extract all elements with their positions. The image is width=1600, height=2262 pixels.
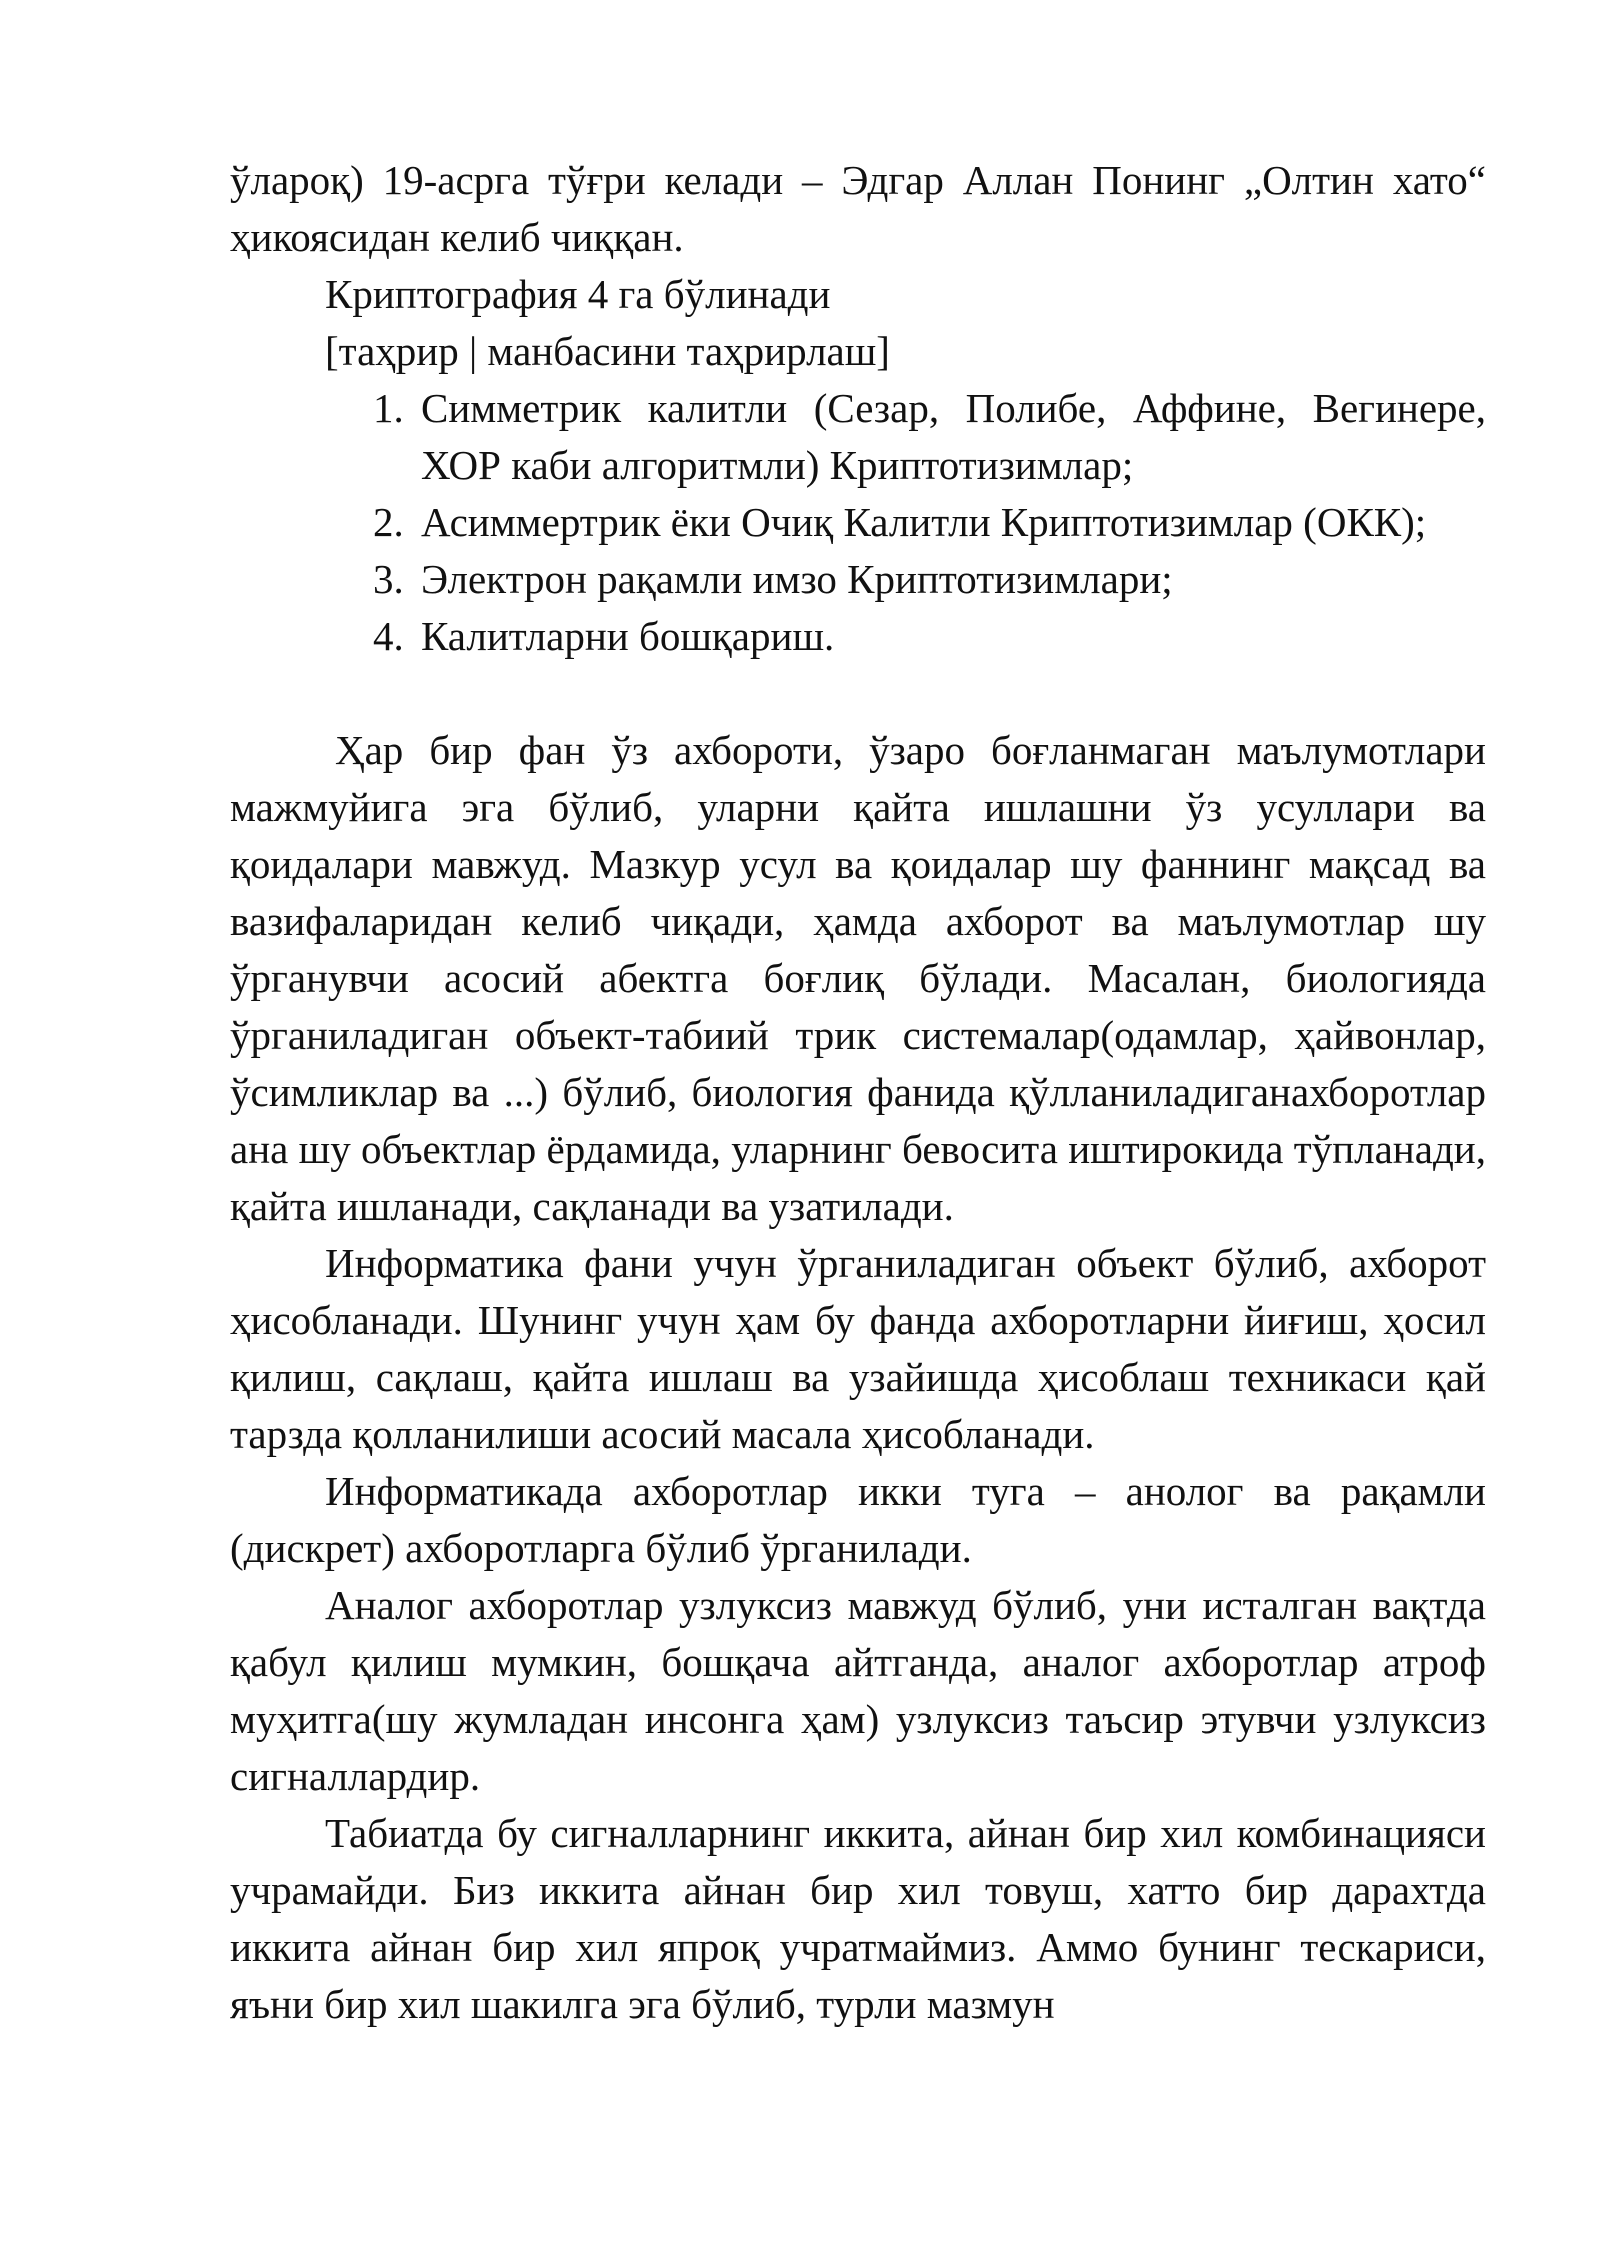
body-paragraph: Аналог ахборотлар узлуксиз мавжуд бўлиб, уни исталган вақтда қабул қилиш мумкин, бошқача айтганда, аналог ахборотлар атроф муҳитга(шу жумладан инсонга ҳам) узлуксиз таъсир этувчи узлуксиз сигналлардир. (230, 1582, 1486, 1799)
blank-line (230, 665, 1486, 722)
list-item-text: Калитларни бошқариш. (421, 613, 835, 659)
list-item-number: 2. (373, 499, 404, 545)
intro-paragraph: ўлароқ) 19-асрга тўғри келади – Эдгар Аллан Понинг „Олтин хато“ ҳикоясидан келиб чиққан. (230, 157, 1486, 260)
body-paragraph: Ҳар бир фан ўз ахбороти, ўзаро боғланмаган маълумотлари мажмуйига эга бўлиб, уларни қайта ишлашни ўз усуллари ва қоидалари мавжуд. Мазкур усул ва қоидалар шу фаннинг мақсад ва вазифаларидан келиб чиқади, ҳамда ахборот ва маълумотлар шу ўрганувчи асосий абектга боғлиқ бўлади. Масалан, биологияда ўрганиладиган объект-табиий трик системалар(одамлар, ҳайвонлар, ўсимликлар ва ...) бўлиб, биология фанида қўлланиладиганахборотлар ана шу объектлар ёрдамида, уларнинг бевосита иштирокида тўпланади, қайта ишланади, сақланади ва узатилади. (230, 727, 1486, 1229)
list-item-text: Электрон рақамли имзо Криптотизимлари; (421, 556, 1173, 602)
list-item (230, 551, 1486, 608)
crypto-heading: Криптография 4 га бўлинади (325, 271, 831, 317)
list-item (230, 608, 1486, 665)
body-paragraph: Информатика фани учун ўрганиладиган объект бўлиб, ахборот ҳисобланади. Шунинг учун ҳам бу фанда ахборотларни йиғиш, ҳосил қилиш, сақлаш, қайта ишлаш ва узайишда ҳисоблаш техникаси қай тарзда қолланилиши асосий масала ҳисобланади. (230, 1240, 1486, 1457)
edit-links[interactable]: [таҳрир | манбасини таҳрирлаш] (325, 328, 890, 374)
list-item-number: 1. (373, 385, 404, 431)
body-paragraph: Информатикада ахборотлар икки туга – анолог ва рақамли (дискрет) ахборотларга бўлиб ўрганилади. (230, 1468, 1486, 1571)
list-item-number: 3. (373, 556, 404, 602)
list-item-text: Асиммертрик ёки Очиқ Калитли Криптотизимлар (ОКК); (421, 499, 1427, 545)
list-item-text: Симметрик калитли (Сезар, Полибе, Аффине, Вегинере, ХОР каби алгоритмли) Криптотизимлар; (421, 385, 1486, 488)
page-content (230, 152, 1486, 2033)
list-item (230, 494, 1486, 551)
body-paragraph: Табиатда бу сигналларнинг иккита, айнан бир хил комбинацияси учрамайди. Биз иккита айнан бир хил товуш, хатто бир дарахтда иккита айнан бир хил япроқ учратмаймиз. Аммо бунинг тескариси, яъни бир хил шакилга эга бўлиб, турли мазмун (230, 1810, 1486, 2027)
list-item (230, 380, 1486, 494)
list-item-number: 4. (373, 613, 404, 659)
crypto-types-list (230, 380, 1486, 665)
